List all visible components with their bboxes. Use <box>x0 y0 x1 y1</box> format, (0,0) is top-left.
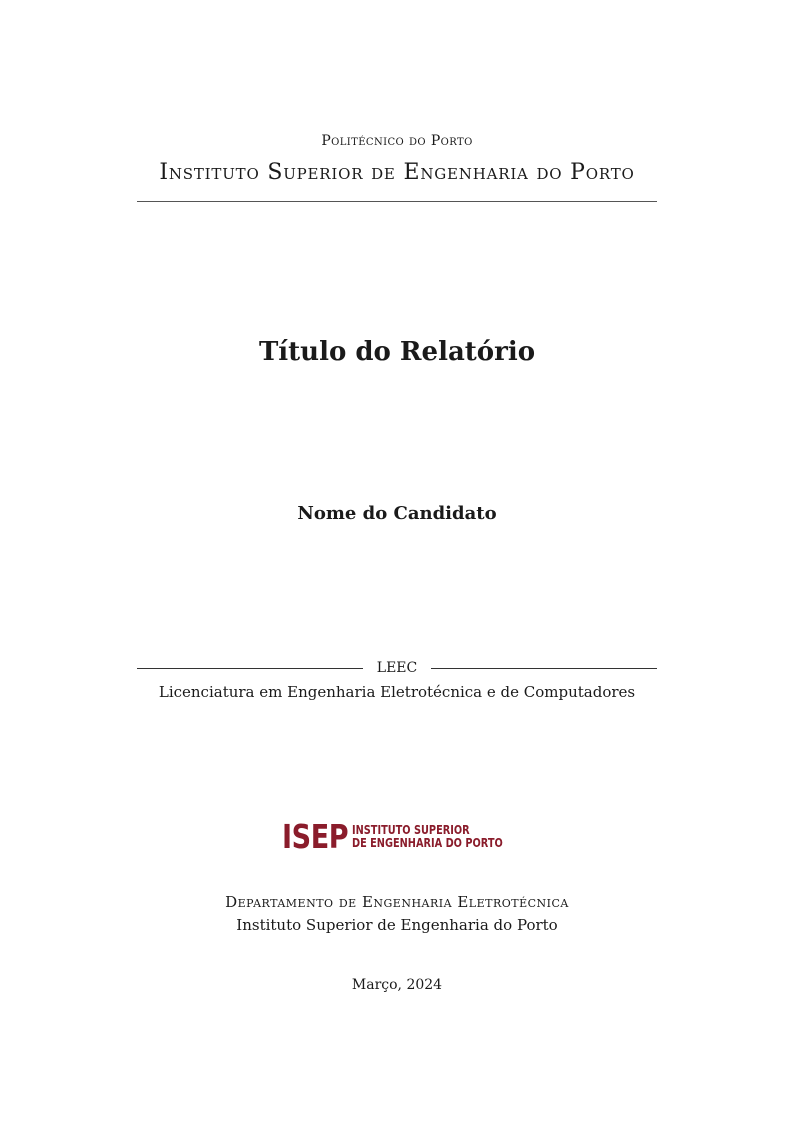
logo-line-2: DE ENGENHARIA DO PORTO <box>352 835 503 850</box>
degree-rule-right <box>431 668 657 669</box>
degree-abbreviation: LEEC <box>376 660 418 676</box>
department-name: Departamento de Engenharia Eletrotécnica <box>225 893 569 911</box>
institution-name: Politécnico do Porto <box>321 133 473 149</box>
logo-mark: ISEP <box>282 816 349 856</box>
report-date: Março, 2024 <box>351 977 443 993</box>
logo-wordmark <box>352 823 503 849</box>
degree-name: Licenciatura em Engenharia Eletrotécnica e de Computadores <box>158 683 636 701</box>
candidate-name: Nome do Candidato <box>297 503 497 524</box>
isep-logo <box>282 818 514 854</box>
school-name: Instituto Superior de Engenharia do Porto <box>159 160 635 185</box>
degree-heading <box>137 659 657 677</box>
logo-line-1: INSTITUTO SUPERIOR <box>352 822 470 837</box>
department-school: Instituto Superior de Engenharia do Porto <box>236 916 558 934</box>
header-divider <box>137 201 657 202</box>
degree-rule-left <box>137 668 363 669</box>
report-title: Título do Relatório <box>258 337 536 367</box>
